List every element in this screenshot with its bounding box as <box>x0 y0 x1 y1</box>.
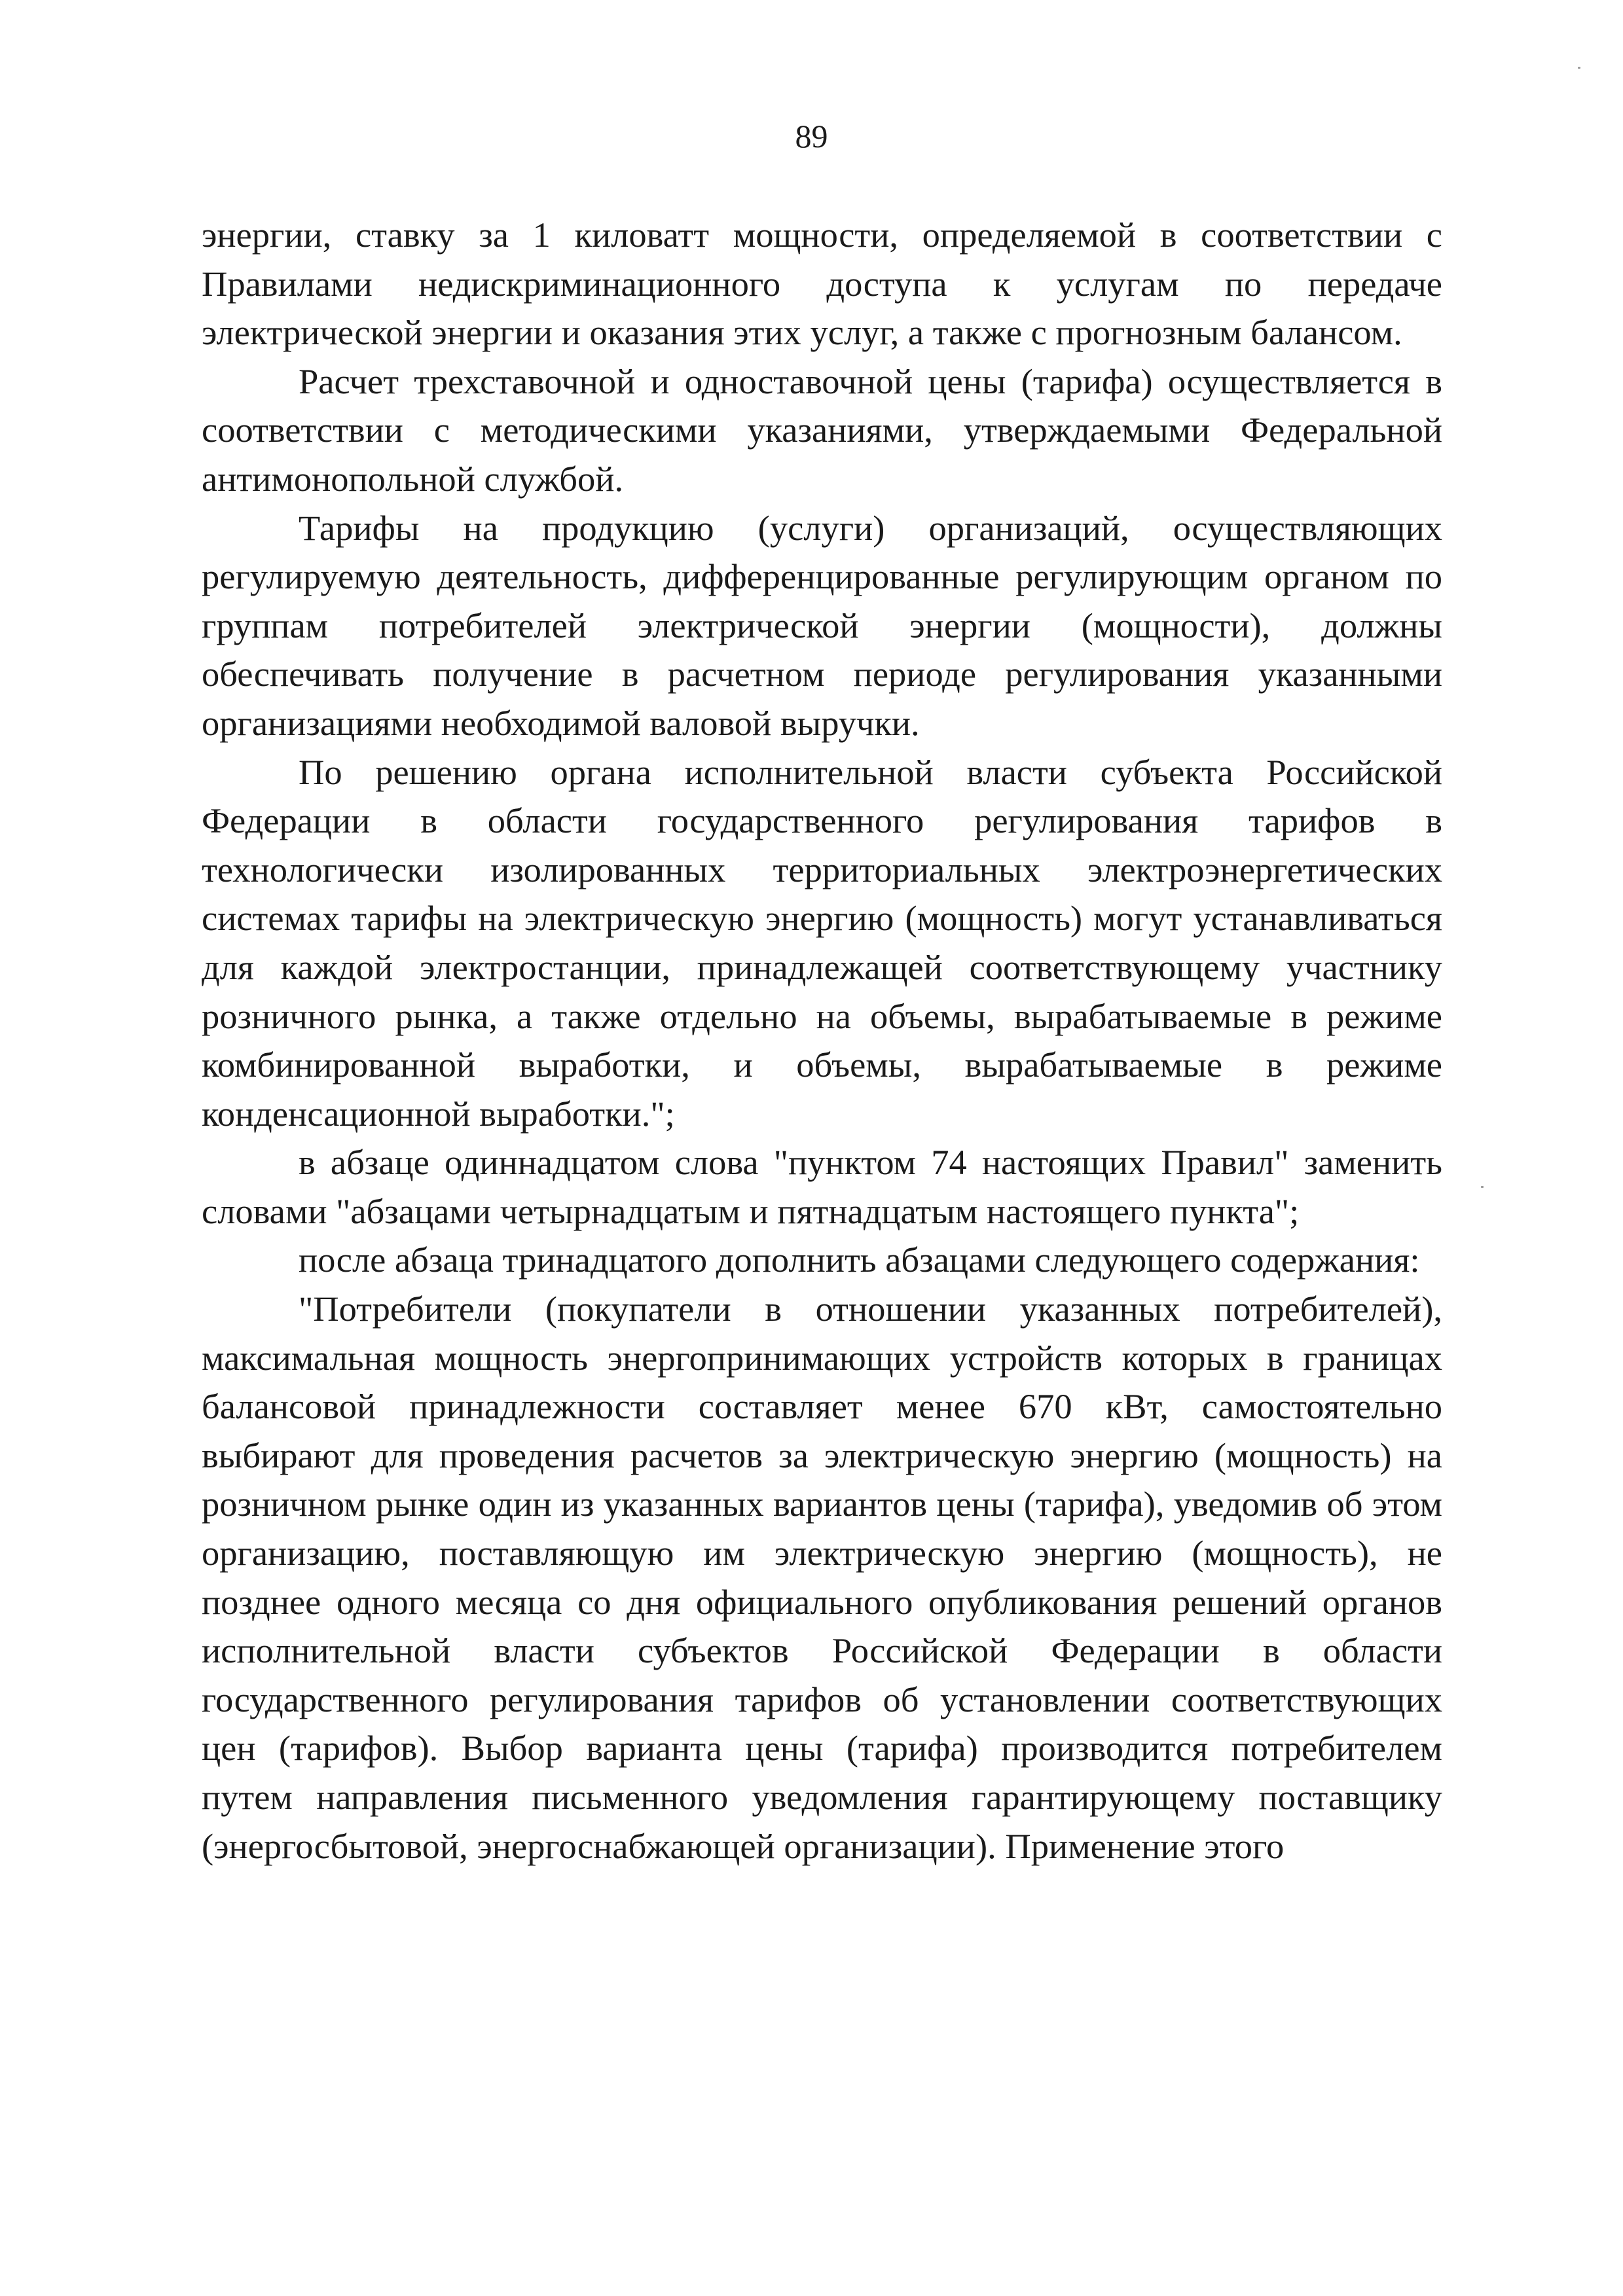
paragraph-amendment-thirteenth: после абзаца тринадцатого дополнить абзацами следующего содержания: <box>299 1240 1420 1280</box>
paragraph-calculation: Расчет трехставочной и одноставочной цены (тарифа) осуществляется в соответствии с методическими указаниями, утверждаемыми Федеральной антимонопольной службой. <box>202 361 1442 499</box>
scan-speck <box>1481 1186 1484 1188</box>
document-body <box>202 211 1442 1871</box>
paragraph-regional-decision: По решению органа исполнительной власти субъекта Российской Федерации в области государственного регулирования тарифов в технологически изолированных территориальных электроэнергетических системах тарифы на электрическую энергию (мощность) могут устанавливаться для каждой электростанции, принадлежащей соответствующему участнику розничного рынка, а также отдельно на объемы, вырабатываемые в режиме комбинированной выработки, и объемы, вырабатываемые в режиме конденсационной выработки."; <box>202 751 1442 1134</box>
paragraph-consumers: "Потребители (покупатели в отношении указанных потребителей), максимальная мощность энергопринимающих устройств которых в границах балансовой принадлежности составляет менее 670 кВт, самостоятельно выбирают для проведения расчетов за электрическую энергию (мощность) на розничном рынке один из указанных вариантов цены (тарифа), уведомив об этом организацию, поставляющую им электрическую энергию (мощность), не позднее одного месяца со дня официального опубликования решений органов исполнительной власти субъектов Российской Федерации в области государственного регулирования тарифов об установлении соответствующих цен (тарифов). Выбор варианта цены (тарифа) производится потребителем путем направления письменного уведомления гарантирующему поставщику (энергосбытовой, энергоснабжающей организации). Применение этого <box>202 1289 1442 1866</box>
scan-speck <box>1578 67 1580 69</box>
page-number: 89 <box>795 118 828 154</box>
paragraph-amendment-eleventh: в абзаце одиннадцатом слова "пунктом 74 настоящих Правил" заменить словами "абзацами четырнадцатым и пятнадцатым настоящего пункта"; <box>202 1142 1442 1231</box>
paragraph-continuation: энергии, ставку за 1 киловатт мощности, определяемой в соответствии с Правилами недискриминационного доступа к услугам по передаче электрической энергии и оказания этих услуг, а также с прогнозным балансом. <box>202 215 1442 353</box>
paragraph-tariffs: Тарифы на продукцию (услуги) организаций, осуществляющих регулируемую деятельность, дифференцированные регулирующим органом по группам потребителей электрической энергии (мощности), должны обеспечивать получение в расчетном периоде регулирования указанными организациями необходимой валовой выручки. <box>202 507 1442 743</box>
